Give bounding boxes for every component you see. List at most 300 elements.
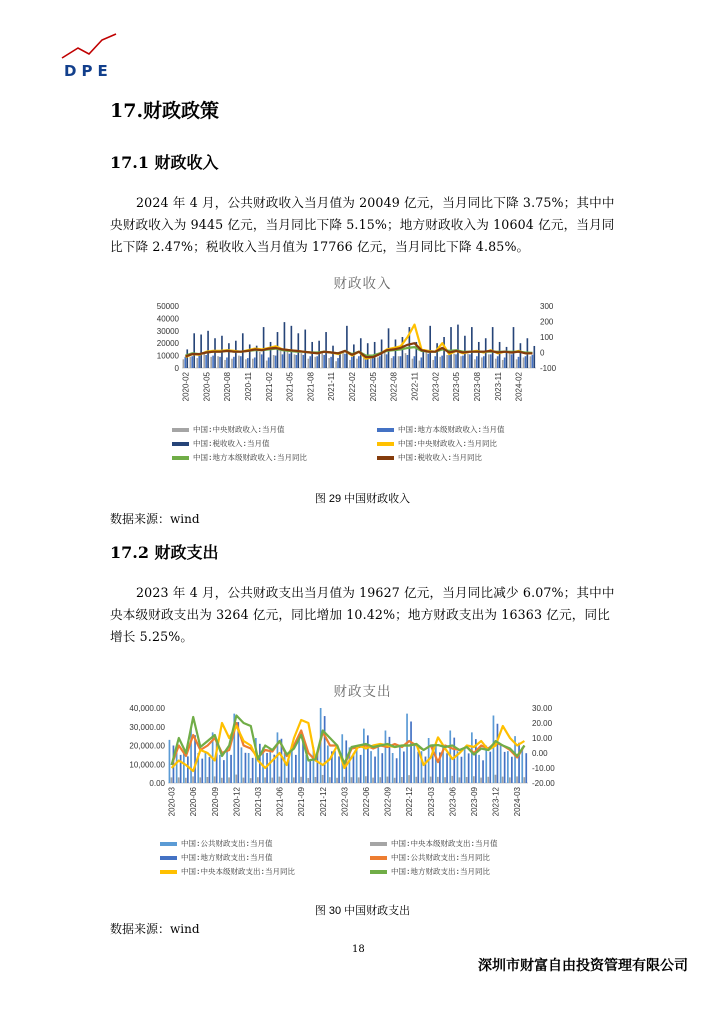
bar (453, 354, 455, 368)
bar (518, 357, 520, 368)
bar (193, 333, 195, 368)
x-axis-tick-label: 2021-11 (327, 372, 337, 401)
bar (224, 360, 226, 368)
expenditure-chart (110, 700, 590, 830)
bar (483, 356, 485, 368)
bar (386, 354, 388, 368)
bar (316, 356, 318, 368)
x-axis-tick-label: 2023-05 (452, 372, 462, 402)
bar (183, 359, 185, 368)
bar (284, 322, 286, 368)
bar (335, 361, 337, 368)
bar (233, 357, 235, 368)
bar (476, 356, 478, 368)
bar (414, 356, 416, 368)
x-axis-tick-label: 2022-03 (340, 787, 350, 817)
bar (252, 359, 254, 368)
bar (471, 732, 473, 783)
legend-item (377, 452, 482, 463)
bar (500, 746, 502, 784)
bar (377, 357, 379, 368)
x-axis-tick-label: 2021-08 (306, 372, 316, 402)
bar (346, 326, 348, 368)
bar (238, 356, 240, 368)
x-axis-tick-label: 2023-12 (491, 787, 501, 817)
bar (349, 360, 351, 368)
bar (358, 356, 360, 368)
bar (363, 729, 365, 783)
bar (315, 777, 317, 783)
legend-swatch (370, 842, 387, 846)
bar (325, 332, 327, 368)
x-axis-tick-label: 2020-03 (167, 787, 177, 817)
bar (415, 777, 417, 783)
bar (523, 777, 525, 783)
bar (183, 751, 185, 783)
bar (387, 777, 389, 783)
bar (473, 776, 475, 783)
bar (533, 346, 535, 368)
bar (379, 356, 381, 368)
right-axis-tick-label: 0.00 (532, 749, 548, 758)
bar (367, 735, 369, 783)
bar (303, 355, 305, 368)
bar (207, 331, 209, 368)
bar (212, 356, 214, 368)
bar (446, 355, 448, 368)
x-axis-tick-label: 2020-09 (210, 787, 220, 817)
bar (296, 355, 298, 368)
bar (521, 747, 523, 783)
x-axis-tick-label: 2023-06 (448, 787, 458, 817)
bar (322, 775, 324, 783)
legend-item (172, 438, 270, 449)
bar (261, 354, 263, 368)
right-axis-tick-label: 20.00 (532, 719, 553, 728)
bar (525, 356, 527, 368)
bar (365, 776, 367, 783)
left-axis-tick-label: 30,000.00 (129, 722, 165, 732)
bar (311, 342, 313, 368)
bar (482, 760, 484, 783)
left-axis-tick-label: 10000 (156, 351, 179, 361)
bar (245, 359, 247, 368)
bar (286, 778, 288, 783)
bar (318, 341, 320, 368)
left-axis-tick-label: 20,000.00 (129, 741, 165, 751)
bar (203, 353, 205, 368)
x-axis-tick-label: 2022-06 (362, 787, 371, 817)
bar (506, 347, 508, 368)
bar (309, 760, 311, 783)
bar (406, 714, 408, 783)
bar (405, 353, 407, 368)
bar (339, 353, 341, 368)
bar (327, 746, 329, 784)
legend-label: 中国:中央财政收入:当月值 (193, 425, 285, 434)
bar (191, 356, 193, 368)
bar (205, 355, 207, 368)
bar (370, 359, 372, 368)
legend-label: 中国:公共财政支出:当月值 (181, 839, 273, 848)
legend-swatch (172, 456, 189, 460)
bar (502, 360, 504, 368)
legend-item (377, 424, 505, 435)
x-axis-tick-label: 2022-09 (383, 787, 393, 817)
legend-swatch (160, 856, 177, 860)
bar (469, 354, 471, 368)
bar (284, 753, 286, 783)
legend-label: 中国:税收收入:当月值 (193, 439, 270, 448)
bar (492, 327, 494, 368)
bar (511, 757, 513, 783)
bar (264, 777, 266, 783)
bar (180, 755, 182, 783)
bar (314, 357, 316, 368)
bar (228, 777, 230, 783)
bar (219, 357, 221, 368)
bar (497, 356, 499, 368)
bar (495, 359, 497, 368)
x-axis-tick-label: 2020-08 (223, 372, 233, 402)
revenue-paragraph: 2024 年 4 月，公共财政收入当月值为 20049 亿元，当月同比下降 3.75%；其中中央财政收入为 9445 亿元，当月同比下降 5.15%；地方财政收入为 10604 亿元，当月同比下降 2.47%；税收收入当月值为 17766 亿元，当月同比下降 4.85%。 (110, 195, 615, 254)
bar (249, 344, 251, 368)
x-axis-tick-label: 2021-12 (318, 787, 328, 817)
bar (372, 357, 374, 368)
bar (417, 752, 419, 783)
bar (353, 344, 355, 368)
bar (443, 337, 445, 368)
bar (363, 357, 365, 368)
bar (430, 777, 432, 783)
bar (435, 746, 437, 783)
bar (493, 716, 495, 784)
bar (186, 349, 188, 368)
x-axis-tick-label: 2020-12 (232, 787, 242, 817)
bar (446, 753, 448, 783)
bar (226, 749, 228, 783)
bar (282, 354, 284, 368)
bar (266, 361, 268, 368)
x-axis-tick-label: 2023-03 (426, 787, 436, 817)
bar (525, 753, 527, 783)
bar (459, 777, 461, 783)
bar (370, 751, 372, 783)
bar (221, 778, 223, 783)
bar (393, 356, 395, 368)
bar (360, 755, 362, 783)
series-line (186, 343, 533, 357)
bar (277, 732, 279, 783)
bar (190, 357, 192, 368)
bar (385, 731, 387, 784)
bar (210, 357, 212, 368)
revenue-chart (140, 296, 580, 418)
bar (269, 749, 271, 783)
legend-label: 中国:中央本级财政支出:当月值 (391, 839, 498, 848)
bar (453, 738, 455, 783)
bar (410, 722, 412, 784)
bar (254, 357, 256, 368)
bar (462, 356, 464, 368)
bar (328, 358, 330, 368)
x-axis-tick-label: 2021-05 (285, 372, 295, 402)
bar (336, 778, 338, 783)
left-axis-tick-label: 0 (174, 364, 179, 373)
bar (287, 350, 289, 368)
right-axis-tick-label: -20.00 (532, 779, 555, 788)
page-number: 18 (352, 944, 365, 955)
bar (392, 753, 394, 783)
bar (257, 777, 259, 783)
legend-label: 中国:地方本级财政收入:当月同比 (193, 453, 308, 462)
bar (407, 355, 409, 368)
bar (247, 358, 249, 368)
bar (201, 759, 203, 783)
left-axis-tick-label: 30000 (156, 326, 179, 336)
right-axis-tick-label: 200 (540, 317, 554, 327)
legend-item (160, 852, 273, 863)
bar (504, 752, 506, 783)
bar (323, 355, 325, 368)
legend-swatch (172, 442, 189, 446)
legend-label: 中国:公共财政支出:当月同比 (391, 853, 491, 862)
expenditure-figure-caption: 图 30 中国财政支出 (314, 905, 411, 917)
bar (270, 342, 272, 368)
bar (294, 354, 296, 368)
bar (398, 356, 400, 368)
bar (248, 753, 250, 783)
bar (268, 357, 270, 368)
bar (330, 357, 332, 368)
x-axis-tick-label: 2022-11 (410, 372, 420, 401)
bar (497, 724, 499, 783)
bar (308, 359, 310, 368)
bar (441, 356, 443, 368)
legend-item (377, 438, 497, 449)
bar (530, 356, 532, 368)
left-axis-tick-label: 40,000.00 (129, 704, 165, 713)
right-axis-tick-label: 300 (540, 302, 554, 311)
bar (353, 753, 355, 783)
x-axis-tick-label: 2022-08 (389, 372, 399, 402)
legend-item (172, 424, 285, 435)
legend-label: 中国:中央财政收入:当月同比 (398, 439, 498, 448)
bar (451, 776, 453, 783)
x-axis-tick-label: 2022-12 (405, 787, 415, 817)
x-axis-tick-label: 2021-06 (275, 787, 285, 817)
revenue-data-source: 数据来源：wind (110, 512, 200, 526)
x-axis-tick-label: 2024-02 (514, 372, 524, 402)
revenue-legend (172, 424, 572, 468)
bar (448, 355, 450, 368)
bar (351, 777, 353, 783)
bar (412, 359, 414, 368)
legend-label: 中国:地方本级财政收入:当月值 (398, 425, 505, 434)
bar (199, 777, 201, 783)
bar (351, 357, 353, 368)
bar (509, 353, 511, 369)
bar (187, 756, 189, 783)
section-title-17-1: 17.1 财政收入 (110, 153, 219, 172)
legend-swatch (377, 456, 394, 460)
series-line (186, 325, 533, 359)
bar (520, 343, 522, 368)
bar (395, 339, 397, 368)
bar (293, 777, 295, 783)
bar (214, 338, 216, 368)
bar (235, 341, 237, 368)
bar (252, 758, 254, 783)
bar (432, 360, 434, 368)
expenditure-paragraph: 2023 年 4 月，公共财政支出当月值为 19627 亿元，当月同比减少 6.07%；其中中央本级财政支出为 3264 亿元，同比增加 10.42%；地方财政支出为 16363 亿元，同比增长 5.25%。 (110, 585, 615, 644)
left-axis-tick-label: 40000 (156, 314, 179, 324)
legend-swatch (370, 870, 387, 874)
bar (461, 757, 463, 783)
x-axis-tick-label: 2020-06 (189, 787, 199, 817)
left-axis-tick-label: 20000 (156, 339, 179, 349)
section-title-17: 17.财政政策 (110, 100, 220, 122)
bar (421, 357, 423, 368)
bar (437, 777, 439, 783)
bar (480, 778, 482, 783)
bar (379, 777, 381, 783)
bar (401, 777, 403, 783)
bar (516, 359, 518, 368)
bar (329, 777, 331, 783)
bar (513, 327, 515, 368)
bar (291, 749, 293, 783)
bar (198, 356, 200, 368)
bar (263, 327, 265, 368)
bar (426, 352, 428, 368)
bar (178, 777, 180, 783)
bar (485, 746, 487, 784)
bar (403, 752, 405, 784)
legend-swatch (370, 856, 387, 860)
bar (468, 753, 470, 783)
x-axis-tick-label: 2024-03 (513, 787, 523, 817)
bar (419, 361, 421, 368)
x-axis-tick-label: 2021-03 (254, 787, 263, 817)
bar (337, 358, 339, 368)
legend-swatch (160, 842, 177, 846)
bar (289, 354, 291, 368)
legend-swatch (160, 870, 177, 874)
logo-trend-line (62, 34, 116, 58)
bar (338, 756, 340, 783)
bar (384, 353, 386, 369)
bar (275, 356, 277, 368)
bar (444, 777, 446, 783)
bar (509, 777, 511, 783)
bar (271, 778, 273, 783)
bar (192, 776, 194, 783)
bar (423, 778, 425, 783)
bar (391, 358, 393, 368)
left-axis-tick-label: 50000 (156, 302, 179, 311)
revenue-chart-title: 财政收入 (333, 276, 392, 292)
bar (344, 354, 346, 368)
x-axis-tick-label: 2023-09 (470, 787, 479, 817)
bar (489, 752, 491, 783)
bar (504, 357, 506, 368)
bar (169, 740, 171, 783)
bar (241, 747, 243, 783)
bar (381, 753, 383, 783)
left-axis-tick-label: 10,000.00 (129, 760, 165, 770)
bar (511, 354, 513, 368)
bar (205, 751, 207, 783)
legend-label: 中国:中央本级财政支出:当月同比 (181, 867, 296, 876)
bar (488, 354, 490, 368)
bar (185, 778, 187, 783)
legend-label: 中国:地方财政支出:当月同比 (391, 867, 491, 876)
bar (332, 346, 334, 368)
bar (413, 746, 415, 784)
bar (356, 749, 358, 783)
bar (478, 342, 480, 368)
bar (245, 753, 247, 783)
x-axis-tick-label: 2022-02 (348, 372, 358, 402)
bar (223, 760, 225, 783)
right-axis-tick-label: 100 (540, 333, 554, 342)
legend-item (370, 852, 490, 863)
bar (499, 342, 501, 368)
bar (377, 747, 379, 783)
bar (436, 343, 438, 368)
bar (217, 356, 219, 368)
legend-label: 中国:税收收入:当月同比 (398, 453, 483, 462)
bar (309, 356, 311, 368)
bar (460, 356, 462, 368)
bar (273, 355, 275, 368)
bar (408, 775, 410, 783)
bar (235, 775, 237, 783)
bar (356, 359, 358, 368)
legend-label: 中国:地方财政支出:当月值 (181, 853, 273, 862)
bar (425, 757, 427, 783)
bar (532, 355, 534, 368)
x-axis-tick-label: 2023-11 (493, 372, 503, 401)
bar (305, 755, 307, 783)
x-axis-tick-label: 2023-02 (431, 372, 441, 402)
bar (474, 359, 476, 368)
bar (400, 356, 402, 368)
bar (219, 755, 221, 783)
expenditure-data-source: 数据来源：wind (110, 922, 200, 936)
bar (228, 343, 230, 368)
x-axis-tick-label: 2020-05 (202, 372, 212, 402)
bar (518, 743, 520, 783)
section-title-17-2: 17.2 财政支出 (110, 543, 219, 562)
company-name: 深圳市财富自由投资管理有限公司 (478, 958, 688, 974)
bar (434, 356, 436, 368)
bar (291, 326, 293, 368)
bar (295, 755, 297, 783)
bar (507, 751, 509, 783)
x-axis-tick-label: 2020-02 (181, 372, 191, 402)
bar (523, 357, 525, 368)
bar (226, 357, 228, 368)
bar (516, 776, 518, 783)
legend-swatch (377, 428, 394, 432)
bar (471, 327, 473, 368)
bar (243, 778, 245, 783)
x-axis-tick-label: 2022-05 (368, 372, 378, 402)
bar (495, 775, 497, 783)
bar (478, 755, 480, 783)
